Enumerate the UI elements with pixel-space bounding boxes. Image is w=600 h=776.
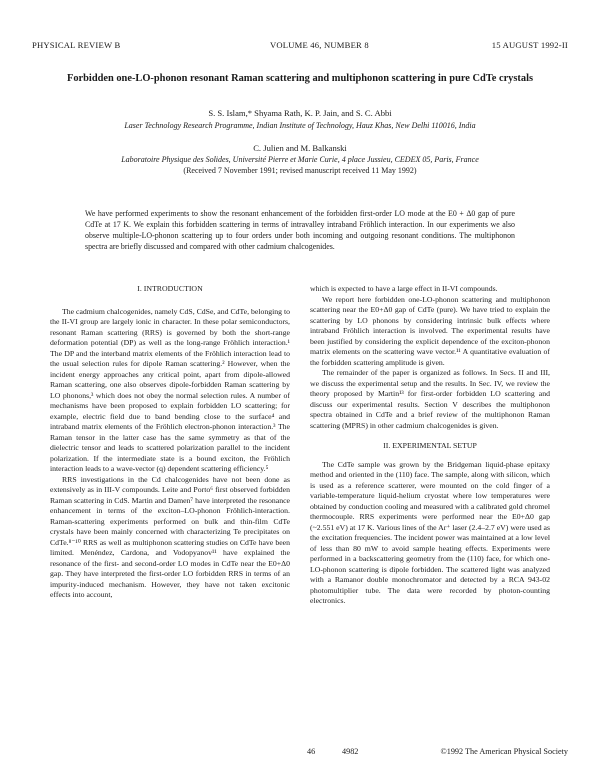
abstract: We have performed experiments to show the resonant enhancement of the forbidden first-order LO mode at the E0 + Δ0 gap of pure CdTe at 17 K. We explain this forbidden scattering in terms of intravalley intraband Fröhlich interaction. In our experiments we also observe multiple-LO-phonon scattering up to four orders under both incoming and outgoing resonant conditions. The multiphonon spectra are briefly discussed and compared with other cadmium chalcogenides. — [85, 209, 515, 252]
received-dates: (Received 7 November 1991; revised manuscript received 11 May 1992) — [183, 166, 417, 175]
volume-number: VOLUME 46, NUMBER 8 — [270, 40, 369, 50]
paragraph: The cadmium chalcogenides, namely CdS, CdSe, and CdTe, belonging to the II-VI group are largely ionic in character. In these polar semiconductors, resonant Raman scattering (RRS) is governed by both the short-range deformation potential (DP) as well as the long-range Fröhlich interaction.¹ The DP and the interband matrix elements of the Fröhlich interaction lead to the usual selection rules for dipole Raman scattering.² However, when the incident energy approaches any critical point, apart from dipole-allowed Raman scattering, one also observes dipole-forbidden Raman scattering by LO phonons,³ which does not obey the normal selection rules. A number of mechanisms have been proposed to explain forbidden LO scattering; for example, electric field due to band bending close to the surface⁴ and intraband matrix elements of the Fröhlich electron-phonon interaction.³ The Raman tensor in the latter case has the same symmetry as that of the dielectric tensor and leads to scattered polarization parallel to the incident polarization. If the intermediate state is a bound exciton, the Fröhlich interaction leads to a wave-vector (q) dependent scattering efficiency.⁵ — [50, 306, 290, 474]
paragraph: The remainder of the paper is organized as follows. In Secs. II and III, we discuss the experimental setup and the results. In Sec. IV, we review the theory proposed by Martin¹³ for first-order forbidden LO scattering and discuss our experimental results. Section V describes the multiphonon spectra obtained in CdTe and a brief review of the multiphonon Raman scattering (MPRS) in other cadmium chalcogenides is given. — [310, 368, 550, 430]
journal-name: PHYSICAL REVIEW B — [32, 40, 121, 50]
author-list-2: C. Julien and M. Balkanski — [253, 143, 347, 153]
paragraph: RRS investigations in the Cd chalcogenides have not been done as extensively as in III-V compounds. Leite and Porto⁶ first observed forbidden Raman scattering in CdS. Martin and Damen⁷ have interpreted the resonance enhancement in terms of the exciton–LO-phonon Fröhlich-interaction. Raman-scattering experiments performed on bulk and thin-film CdTe crystals have been mainly concerned with characterizing Te precipitates on CdTe.⁸⁻¹⁰ RRS as well as multiphonon scattering studies on CdTe have been limited. Menéndez, Cardona, and Vodopyanov¹¹ have explained the resonance of the first- and second-order LO modes in CdTe near the E0+Δ0 gap. They have interpreted the first-order LO forbidden RRS in terms of an impurity-induced mechanism. However, they have not taken excitonic effects into account, — [50, 474, 290, 600]
left-column — [50, 284, 290, 601]
volume-label: 46 — [307, 747, 316, 756]
affiliation-1: Laser Technology Research Programme, Indian Institute of Technology, Hauz Khas, New Delhi 110016, India — [124, 121, 476, 130]
page-footer — [32, 747, 568, 759]
author-list-1: S. S. Islam,* Shyama Rath, K. P. Jain, and S. C. Abbi — [208, 108, 392, 118]
paragraph: which is expected to have a large effect in II-VI compounds. — [310, 284, 498, 293]
right-column — [310, 284, 550, 607]
running-header — [32, 40, 568, 52]
paragraph: We report here forbidden one-LO-phonon scattering and multiphonon scattering near the E0+Δ0 gap of CdTe (pure). We have tried to explain the scattering by LO phonons by considering intrinsic bulk effects where intraband Fröhlich interaction is involved. The experimental results have been justified by considering the explicit dependence of the exciton-phonon matrix elements on the scattering wave vector.¹¹ A quantitative evaluation of the forbidden scattering amplitude is given. — [310, 294, 550, 367]
section-heading-introduction: I. INTRODUCTION — [137, 284, 203, 293]
affiliation-2: Laboratoire Physique des Solides, Université Pierre et Marie Curie, 4 place Jussieu, CEDEX 05, Paris, France — [121, 155, 479, 164]
issue-date: 15 AUGUST 1992-II — [491, 40, 568, 50]
page-number: 4982 — [342, 747, 359, 756]
section-heading-experimental-setup: II. EXPERIMENTAL SETUP — [383, 441, 477, 451]
copyright: ©1992 The American Physical Society — [440, 747, 568, 756]
paper-title: Forbidden one-LO-phonon resonant Raman scattering and multiphonon scattering in pure CdTe crystals — [67, 73, 533, 84]
paragraph: The CdTe sample was grown by the Bridgeman liquid-phase epitaxy method and oriented in the (110) face. The sample, along with silicon, which is used as a reference scatterer, were mounted on the cold finger of a variable-temperature liquid-helium cryostat where low temperatures were obtained by conduction cooling and measured with a calibrated gold chromel thermocouple. RRS experiments were performed near the E0+Δ0 gap (~2.551 eV) at 17 K. Various lines of the Ar⁺ laser (2.4–2.7 eV) were used as the excitation frequencies. The incident power was maintained at a low level of less than 80 mW to avoid sample heating effects. Experiments were performed in a backscattering geometry from the (110) face, for which one-LO-phonon scattering is dipole forbidden. The scattered light was analyzed with a Ramanor double monochromator and detected by a RCA 943-02 photomultiplier tube. The data were recorded by photon-counting electronics. — [310, 459, 550, 606]
